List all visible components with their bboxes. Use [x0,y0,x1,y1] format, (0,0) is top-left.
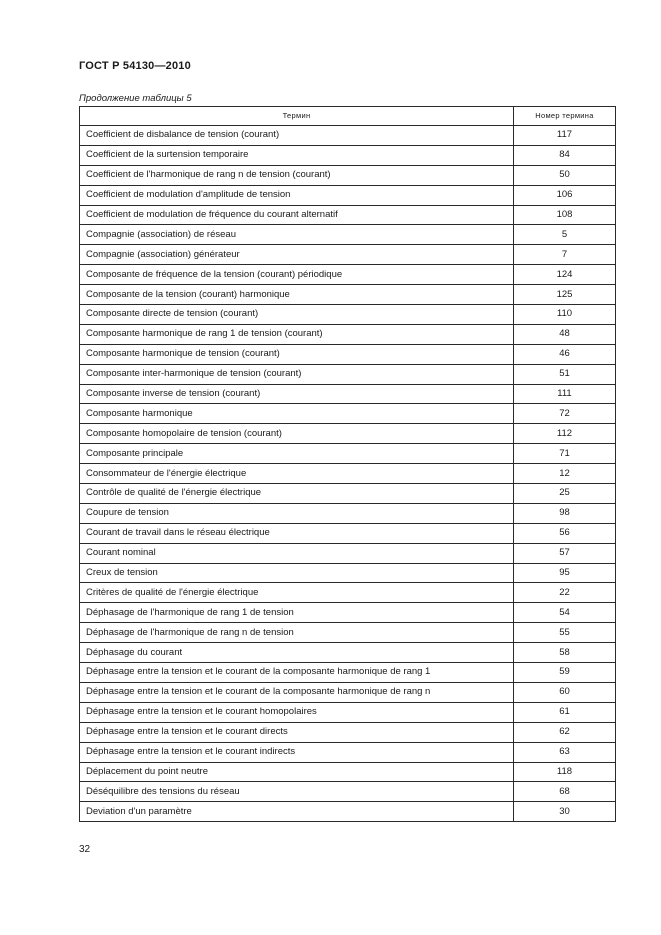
term-number-cell: 118 [514,762,616,782]
table-row [80,404,616,424]
term-number-cell: 25 [514,484,616,504]
term-number-cell: 108 [514,205,616,225]
term-cell: Composante inter-harmonique de tension (courant) [80,364,514,384]
term-cell: Compagnie (association) générateur [80,245,514,265]
table-row [80,663,616,683]
term-cell: Coefficient de l'harmonique de rang n de tension (courant) [80,165,514,185]
term-cell: Déphasage entre la tension et le courant indirects [80,742,514,762]
term-cell: Consommateur de l'énergie électrique [80,464,514,484]
table-row [80,424,616,444]
term-cell: Critères de qualité de l'énergie électrique [80,583,514,603]
term-number-cell: 48 [514,324,616,344]
table-row [80,464,616,484]
term-number-cell: 12 [514,464,616,484]
term-number-cell: 117 [514,126,616,146]
term-number-cell: 71 [514,444,616,464]
term-cell: Composante principale [80,444,514,464]
term-cell: Composante de la tension (courant) harmonique [80,285,514,305]
term-number-cell: 98 [514,503,616,523]
term-number-cell: 50 [514,165,616,185]
term-cell: Déphasage entre la tension et le courant homopolaires [80,702,514,722]
page-number: 32 [79,844,91,855]
term-cell: Courant nominal [80,543,514,563]
table-row [80,583,616,603]
term-number-cell: 30 [514,802,616,822]
table-row [80,782,616,802]
table-row [80,722,616,742]
table-row [80,126,616,146]
term-number-cell: 46 [514,344,616,364]
table-row [80,165,616,185]
term-cell: Compagnie (association) de réseau [80,225,514,245]
term-cell: Composante de fréquence de la tension (courant) périodique [80,265,514,285]
term-number-cell: 111 [514,384,616,404]
table-row [80,484,616,504]
column-header-term: Термин [80,107,514,126]
term-cell: Déphasage entre la tension et le courant de la composante harmonique de rang n [80,682,514,702]
term-number-cell: 63 [514,742,616,762]
term-number-cell: 51 [514,364,616,384]
table-row [80,265,616,285]
term-number-cell: 54 [514,603,616,623]
term-cell: Déphasage entre la tension et le courant directs [80,722,514,742]
term-cell: Déphasage de l'harmonique de rang 1 de tension [80,603,514,623]
table-row [80,623,616,643]
term-number-cell: 59 [514,663,616,683]
term-cell: Déphasage entre la tension et le courant de la composante harmonique de rang 1 [80,663,514,683]
document-standard-title: ГОСТ Р 54130—2010 [79,60,191,72]
term-number-cell: 125 [514,285,616,305]
table-row [80,762,616,782]
term-cell: Déplacement du point neutre [80,762,514,782]
column-header-term-number: Номер термина [514,107,616,126]
table-row [80,225,616,245]
term-cell: Déséquilibre des tensions du réseau [80,782,514,802]
table-row [80,603,616,623]
table-caption: Продолжение таблицы 5 [79,93,192,104]
term-cell: Deviation d'un paramètre [80,802,514,822]
table-row [80,444,616,464]
term-cell: Composante harmonique de tension (courant) [80,344,514,364]
term-number-cell: 58 [514,643,616,663]
table-row [80,702,616,722]
term-cell: Courant de travail dans le réseau électrique [80,523,514,543]
terms-table [79,106,616,822]
table-row [80,285,616,305]
table-row [80,563,616,583]
term-cell: Coupure de tension [80,503,514,523]
table-row [80,185,616,205]
term-number-cell: 112 [514,424,616,444]
term-cell: Coefficient de modulation d'amplitude de tension [80,185,514,205]
table-body [80,126,616,822]
term-number-cell: 22 [514,583,616,603]
table-row [80,742,616,762]
term-number-cell: 68 [514,782,616,802]
term-number-cell: 61 [514,702,616,722]
term-cell: Coefficient de la surtension temporaire [80,145,514,165]
term-number-cell: 60 [514,682,616,702]
term-number-cell: 55 [514,623,616,643]
table-row [80,802,616,822]
table-row [80,543,616,563]
table-row [80,344,616,364]
term-cell: Composante inverse de tension (courant) [80,384,514,404]
table-row [80,682,616,702]
table-row [80,364,616,384]
term-cell: Déphasage du courant [80,643,514,663]
term-cell: Composante directe de tension (courant) [80,305,514,325]
term-number-cell: 5 [514,225,616,245]
term-cell: Composante homopolaire de tension (courant) [80,424,514,444]
table-row [80,324,616,344]
term-number-cell: 124 [514,265,616,285]
table-row [80,503,616,523]
term-cell: Composante harmonique de rang 1 de tension (courant) [80,324,514,344]
table-row [80,205,616,225]
table-row [80,245,616,265]
table-row [80,523,616,543]
term-number-cell: 95 [514,563,616,583]
term-number-cell: 72 [514,404,616,424]
term-cell: Creux de tension [80,563,514,583]
table-header-row [80,107,616,126]
term-number-cell: 106 [514,185,616,205]
term-number-cell: 7 [514,245,616,265]
term-cell: Déphasage de l'harmonique de rang n de tension [80,623,514,643]
term-cell: Composante harmonique [80,404,514,424]
term-number-cell: 62 [514,722,616,742]
table-row [80,305,616,325]
table-row [80,384,616,404]
term-cell: Contrôle de qualité de l'énergie électrique [80,484,514,504]
term-cell: Coefficient de disbalance de tension (courant) [80,126,514,146]
term-number-cell: 110 [514,305,616,325]
term-number-cell: 56 [514,523,616,543]
term-number-cell: 57 [514,543,616,563]
term-number-cell: 84 [514,145,616,165]
table-row [80,145,616,165]
table-row [80,643,616,663]
term-cell: Coefficient de modulation de fréquence du courant alternatif [80,205,514,225]
